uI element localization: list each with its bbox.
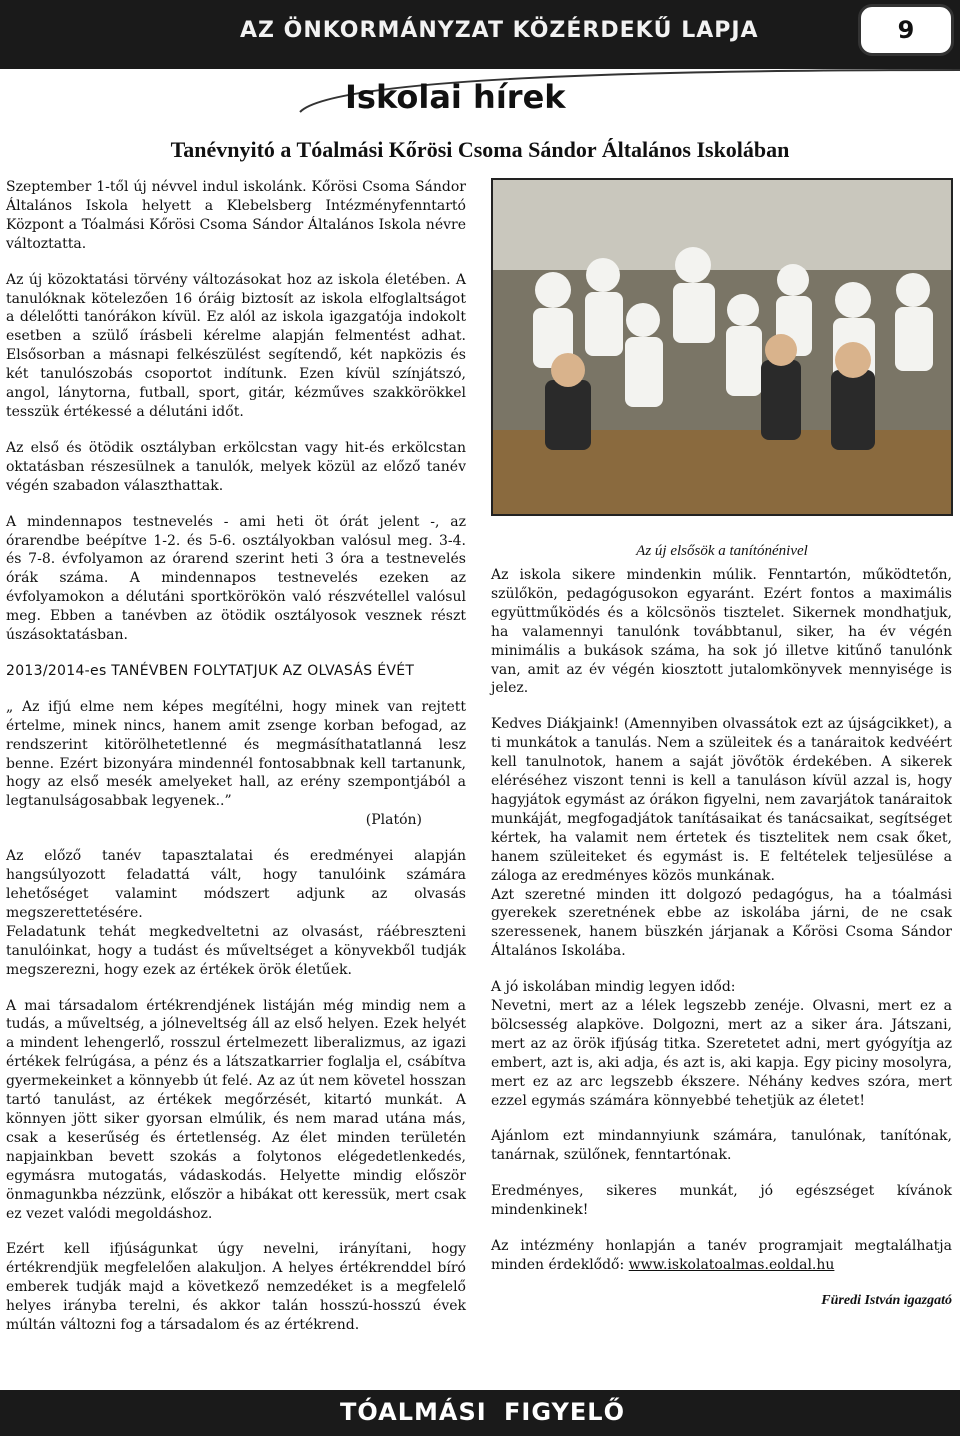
article-title: Tanévnyitó a Tóalmási Kőrösi Csoma Sándor Általános Iskolában: [170, 137, 790, 162]
photo-illustration: [493, 180, 953, 516]
website-link[interactable]: www.iskolatoalmas.eoldal.hu: [628, 1257, 835, 1273]
photo-caption: Az új elsősök a tanítónénivel: [636, 543, 808, 559]
paragraph: Az első és ötödik osztályban erkölcstan vagy hit-és erkölcstan oktatásban részesülnek a tanulók, melyek közül az előző tanév végén szabadon választhattak.: [6, 439, 466, 494]
section-title: Iskolai hírek: [345, 78, 566, 116]
paragraph: Az iskola sikere mindenkin múlik. Fenntartón, működtetőn, szülőkön, pedagógusokon egyaránt. Ezért fontos a maximális együttműködés és a kölcsönös tisztelet. Sikernek mondhatjuk, ha valamennyi tanulónk továbbtanul, siker, ha év végén minimális a bukások száma, ha sok jó illetve kitűnő tanulónk van, amit az év végén kiosztott jutalomkönyvek mennyisége is jelez.: [491, 567, 952, 697]
quote-author: (Platón): [365, 812, 422, 829]
paragraph: Kedves Diákjaink! (Amennyiben olvassátok ezt az újságcikket), a ti munkátok a tanulás. Nem a szüleitek és a tanáraitok kedvéért kell tanulnotok, hanem a saját jövőtök érdekében. A sikerek eléréséhez viszont tenni is kell a tanuláson kívül azzal is, hogy hagyjátok egymást az órákon figyelni, nem zavarjátok tanáraitok munkáját, megfogadjátok tanításaikat és tanácsaikat, segítséget kértek, ha valamit nem értetek és tisztelitek nem csak őket, hanem szüleiteket és egymást is. E feltételek teljesülése a záloga az eredményes közös munkának.: [491, 716, 952, 884]
paragraph: Azt szeretné minden itt dolgozó pedagógus, ha a tóalmási gyerekek szeretnének ebbe az iskolába járni, de ne csak szeressenek, hanem büszkén járjanak a Kőrösi Csoma Sándor Általános Iskolába.: [491, 886, 952, 960]
paragraph: Ajánlom ezt mindannyiunk számára, tanulónak, tanítónak, tanárnak, szülőnek, fenntartónak.: [491, 1128, 952, 1164]
paragraph: A mindennapos testnevelés - ami heti öt órát jelent -, az órarendbe beépítve 1-2. és 5-6. osztályokban valósul meg. 3-4. és 7-8. évfolyamon az órarend szerint heti 3 óra a testnevelés órák száma. A mindennapos testnevelés ezeken az évfolyamokon a délutáni sportkörökön való részvétellel valósul meg. Ebben a tanévben az ötödik osztályosok vesznek részt úszásoktatásban.: [6, 513, 466, 644]
paragraph: Szeptember 1-től új névvel indul iskolánk. Kőrösi Csoma Sándor Általános Iskola helyett a Klebelsberg Intézményfenntartó Központ a Tóalmási Kőrösi Csoma Sándor Általános Iskola névre változtatta.: [6, 179, 466, 252]
right-column: [491, 566, 952, 1328]
paragraph: A mai társadalom értékrendjének listáján még mindig nem a tudás, a műveltség, a jólneveltség áll az első helyen. Ezek helyét a mindent lehengerlő, rosszul értelmezett liberalizmus, az igazi értékek felrúgása, a pénz és a látszatkarrier foglalja el, csábítva gyermekeinket a könnyebb út felé. Az az út nem követel hosszan tartó tanulást, az értékek megőrzését, kitartó munkát. A könnyen jött siker gyorsan elmúlik, és nem marad utána más, csak a keserűség és értetlenség. Az élet minden területén napjainkban bevett szokás a folytonos elégedetlenkedés, egymásra mutogatás, vádaskodás. Helyette mindig először önmagunkba nézzünk, először a hibákat ott keressük, mert csak ez vezet valódi megoldáshoz.: [6, 997, 466, 1222]
section-heading: 2013/2014-es TANÉVBEN FOLYTATJUK AZ OLVASÁS ÉVÉT: [6, 662, 415, 679]
paragraph: Ezért kell ifjúságunkat úgy nevelni, irányítani, hogy értékrendjük megfelelően alakuljon. A helyes értékrenddel bíró emberek tudják majd a következő nemzedéket is a megfelelő helyes irányba terelni, és akkor talán hosszú-hosszú évek múltán változni fog a társadalom és az értékrend.: [6, 1241, 466, 1334]
paragraph: A jó iskolában mindig legyen időd:: [491, 979, 736, 996]
class-photo: [491, 178, 953, 516]
paragraph: Az előző tanév tapasztalatai és eredményei alapján hangsúlyozott feladattá vált, hogy tanulóink számára lehetőséget valamint módszert adjunk az olvasás megszerettetésére.: [6, 848, 466, 921]
signature: Füredi István igazgató: [821, 1292, 952, 1308]
paragraph: Eredményes, sikeres munkát, jó egészséget kívánok mindenkinek!: [491, 1183, 952, 1219]
quote: „ Az ifjú elme nem képes megítélni, hogy minek van rejtett értelme, minek nincs, hanem amit zsenge korban befogad, az rendszerint kitörölhetetlenné és megmásíthatatlanná lesz benne. Ezért bizonyára mindennél fontosabbnak kell tartanunk, hogy az első mesék amelyeket hall, az erény szempontjából a legtanulságosabbak legyenek..”: [6, 698, 466, 810]
paragraph: Az új közoktatási törvény változásokat hoz az iskola életében. A tanulóknak kötelezően 16 óráig biztosít az iskola elfoglaltságot a délelőtti tanórákon kívül. Ez alól az iskola igazgatója indokolt esetben a szülő írásbeli kérelme alapján felmentést adhat. Elsősorban a másnapi felkészülést segítendő, két napközis és két tanulószobás csoportot indítunk. Ezen kívül színjátszó, angol, lánytorna, futball, sport, gitár, kézműves szakkörökkel tesszük értékessé a délutáni időt.: [6, 271, 466, 420]
publication-title: AZ ÖNKORMÁNYZAT KÖZÉRDEKŰ LAPJA: [240, 18, 759, 43]
left-column: [6, 178, 476, 1352]
paragraph: Feladatunk tehát megkedveltetni az olvasást, ráébreszteni tanulóinkat, hogy a tudást és műveltséget a könyvekből tudják megszerezni, hogy ezek az értékek örök életűek.: [6, 923, 466, 978]
page-number: 9: [858, 4, 954, 56]
paragraph: Nevetni, mert az a lélek legszebb zenéje. Olvasni, mert ez a bölcsesség alapköve. Dolgozni, mert az a siker ára. Játszani, mert az az örök ifjúság titka. Szeretetet adni, mert gyógyítja az embert, azt is, aki adja, és azt is, aki kapja. Egy piciny mosolyra, mert ez az arc legszebb ékszere. Néhány kedves szóra, mert ezzel egymás számára könnyebbé tehetjük az életet!: [491, 998, 952, 1109]
paragraph: [491, 1237, 952, 1275]
footer-masthead-right: FIGYELŐ: [504, 1398, 625, 1426]
footer-band: [0, 1390, 960, 1436]
footer-masthead-left: TÓALMÁSI: [340, 1398, 487, 1426]
website-intro: Az intézmény honlapján a tanév programjait megtalálhatja minden érdeklődő:: [491, 1238, 952, 1273]
